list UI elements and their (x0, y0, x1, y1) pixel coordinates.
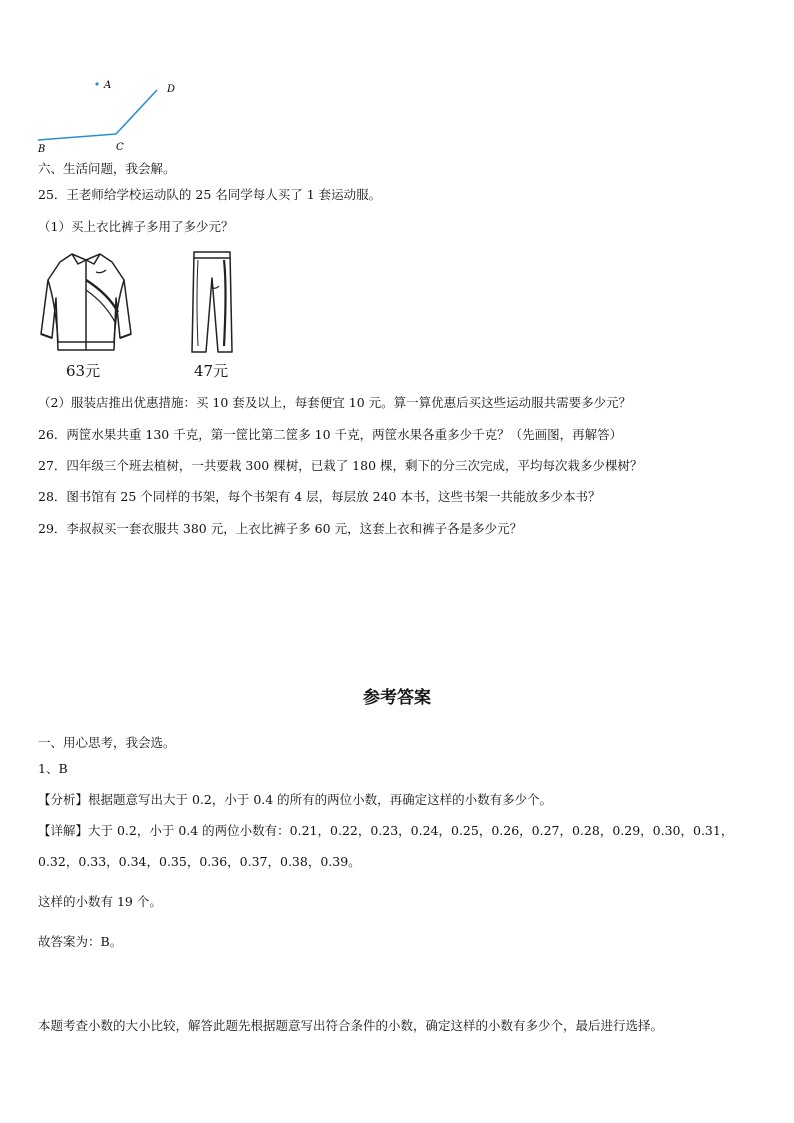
question-29: 29．李叔叔买一套衣服共 380 元，上衣比裤子多 60 元，这套上衣和裤子各是多少元？ (38, 521, 523, 536)
answer-1-analysis: 【分析】根据题意写出大于 0.2，小于 0.4 的所有的两位小数，再确定这样的小数有多少个。 (38, 792, 553, 807)
label-d: D (167, 84, 176, 95)
answers-section-1-heading: 一、用心思考，我会选。 (38, 735, 176, 750)
pants-price: 47元 (194, 362, 229, 380)
jacket-price: 63元 (66, 362, 101, 380)
segment-cd (116, 90, 157, 134)
point-a (95, 82, 98, 85)
label-a: A (104, 80, 112, 91)
label-c: C (116, 142, 124, 153)
jacket-image (36, 250, 136, 358)
answer-1-detail-line-1: 【详解】大于 0.2，小于 0.4 的两位小数有：0.21，0.22，0.23，0.24，0.25，0.26，0.27，0.28，0.29，0.30，0.31， (38, 823, 734, 838)
answer-1: 1、B (38, 761, 68, 776)
answer-1-conclusion: 故答案为：B。 (38, 934, 123, 949)
angle-diagram (30, 74, 200, 154)
answer-1-summary: 本题考查小数的大小比较，解答此题先根据题意写出符合条件的小数，确定这样的小数有多少个，最后进行选择。 (38, 1018, 664, 1033)
question-25-part-1: （1）买上衣比裤子多用了多少元？ (38, 219, 234, 234)
question-26: 26．两筐水果共重 130 千克，第一筐比第二筐多 10 千克，两筐水果各重多少千克？（先画图，再解答） (38, 427, 623, 442)
question-25-part-2: （2）服装店推出优惠措施：买 10 套及以上，每套便宜 10 元。算一算优惠后买这些运动服共需要多少元？ (38, 395, 632, 410)
answers-title: 参考答案 (363, 688, 431, 708)
answer-1-detail-line-2: 0.32，0.33，0.34，0.35，0.36，0.37，0.38，0.39。 (38, 854, 361, 869)
question-27: 27．四年级三个班去植树，一共要栽 300 棵树，已栽了 180 棵，剩下的分三次完成，平均每次栽多少棵树？ (38, 458, 643, 473)
label-b: B (38, 144, 46, 154)
section-6-heading: 六、生活问题，我会解。 (38, 161, 176, 176)
answer-1-count: 这样的小数有 19 个。 (38, 894, 162, 909)
pants-image (186, 248, 238, 358)
segment-bc (38, 134, 116, 140)
question-25: 25．王老师给学校运动队的 25 名同学每人买了 1 套运动服。 (38, 187, 382, 202)
question-28: 28．图书馆有 25 个同样的书架，每个书架有 4 层，每层放 240 本书，这些书架一共能放多少本书？ (38, 489, 601, 504)
